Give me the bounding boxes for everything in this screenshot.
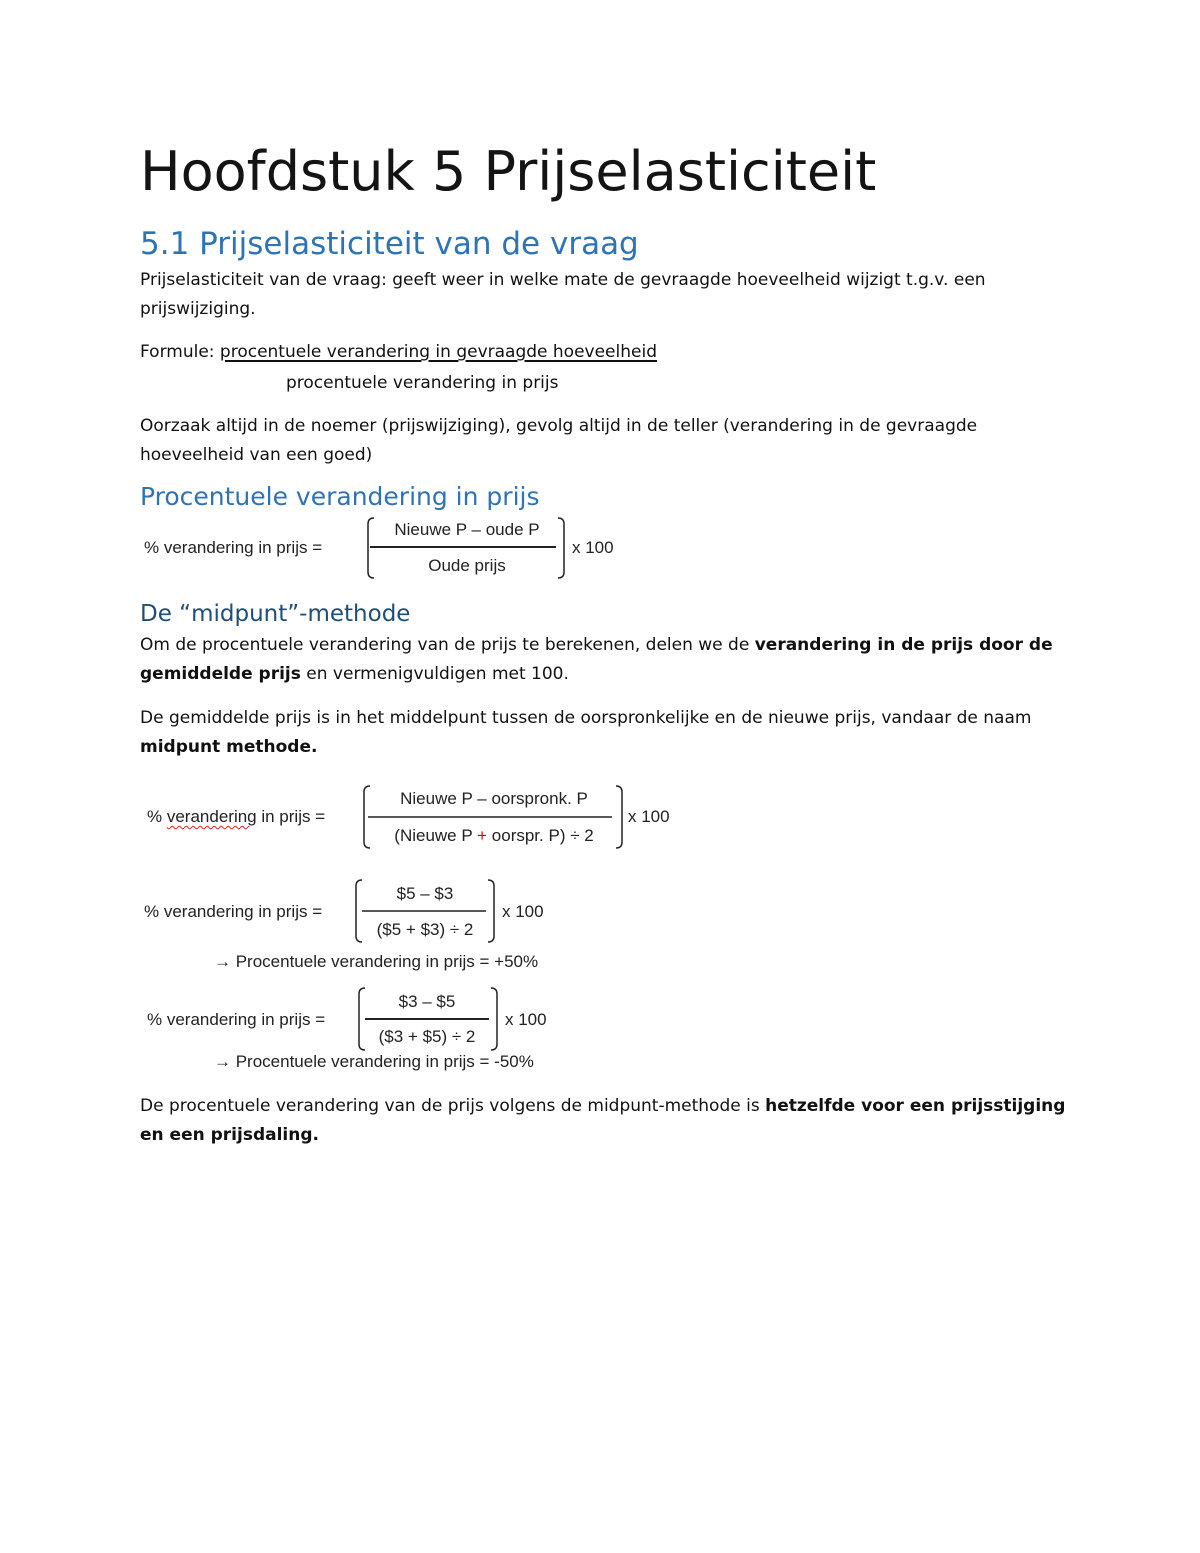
eq2-numerator: $5 – $3 <box>396 884 454 903</box>
eq3-multiplier: x 100 <box>505 1010 547 1029</box>
p1-bold: verandering in de prijs door de gemiddelde prijs <box>140 635 1053 684</box>
eq1-den-a: (Nieuwe P <box>394 826 478 845</box>
eq2-label: % verandering in prijs = <box>144 902 323 921</box>
eq1-den-b: oorspr. P) ÷ 2 <box>487 826 594 845</box>
page-title: Hoofdstuk 5 Prijselasticiteit <box>140 140 877 203</box>
p2-bold: midpunt methode. <box>140 737 318 757</box>
section-heading-percent-change: Procentuele verandering in prijs <box>140 482 540 511</box>
eq1-label <box>147 807 325 827</box>
eq0-numerator: Nieuwe P – oude P <box>394 520 540 539</box>
cause-effect-paragraph: Oorzaak altijd in de noemer (prijswijziging), gevolg altijd in de teller (verandering in de gevraagde hoeveelheid van een goed) <box>140 416 978 465</box>
formula-denominator: procentuele verandering in prijs <box>286 373 559 393</box>
eq1-label-pre: % <box>147 807 167 826</box>
p1-text: Om de procentuele verandering van de prijs te berekenen, delen we de <box>140 635 755 655</box>
midpoint-paragraph-2 <box>140 704 1070 762</box>
conclusion-bold: hetzelfde voor een prijsstijging en een prijsdaling. <box>140 1096 1066 1145</box>
eq3-result: → Procentuele verandering in prijs = -50% <box>214 1052 534 1071</box>
definition-paragraph: Prijselasticiteit van de vraag: geeft weer in welke mate de gevraagde hoeveelheid wijzigt t.g.v. een prijswijziging. <box>140 270 986 319</box>
p2-text: De gemiddelde prijs is in het middelpunt tussen de oorspronkelijke en de nieuwe prijs, vandaar de naam <box>140 708 1032 728</box>
eq3-label: % verandering in prijs = <box>147 1010 326 1029</box>
eq0-multiplier: x 100 <box>572 538 614 557</box>
eq1-multiplier: x 100 <box>628 807 670 826</box>
formula-numerator: procentuele verandering in gevraagde hoeveelheid <box>219 342 657 362</box>
eq1-label-post: in prijs = <box>256 807 326 826</box>
eq3-numerator: $3 – $5 <box>398 992 456 1011</box>
eq1-den-plus: + <box>477 826 488 845</box>
section-heading-5-1: 5.1 Prijselasticiteit van de vraag <box>140 226 639 262</box>
eq2-result: → Procentuele verandering in prijs = +50% <box>214 952 539 971</box>
formula-line <box>140 338 1070 367</box>
section-heading-midpoint: De “midpunt”-methode <box>140 601 411 627</box>
eq0-label: % verandering in prijs = <box>144 538 323 557</box>
eq1-denominator <box>368 826 620 846</box>
formula-label: Formule: <box>140 342 220 362</box>
p1-text-end: en vermenigvuldigen met 100. <box>300 664 569 684</box>
eq3-denominator: ($3 + $5) ÷ 2 <box>378 1027 476 1046</box>
conclusion-text: De procentuele verandering van de prijs volgens de midpunt-methode is <box>140 1096 766 1116</box>
eq1-label-word: verandering <box>166 807 257 826</box>
eq0-denominator: Oude prijs <box>428 556 506 575</box>
midpoint-paragraph-1 <box>140 631 1070 689</box>
conclusion-paragraph <box>140 1092 1070 1150</box>
eq1-numerator: Nieuwe P – oorspronk. P <box>400 789 588 808</box>
eq2-denominator: ($5 + $3) ÷ 2 <box>376 920 474 939</box>
eq2-multiplier: x 100 <box>502 902 544 921</box>
